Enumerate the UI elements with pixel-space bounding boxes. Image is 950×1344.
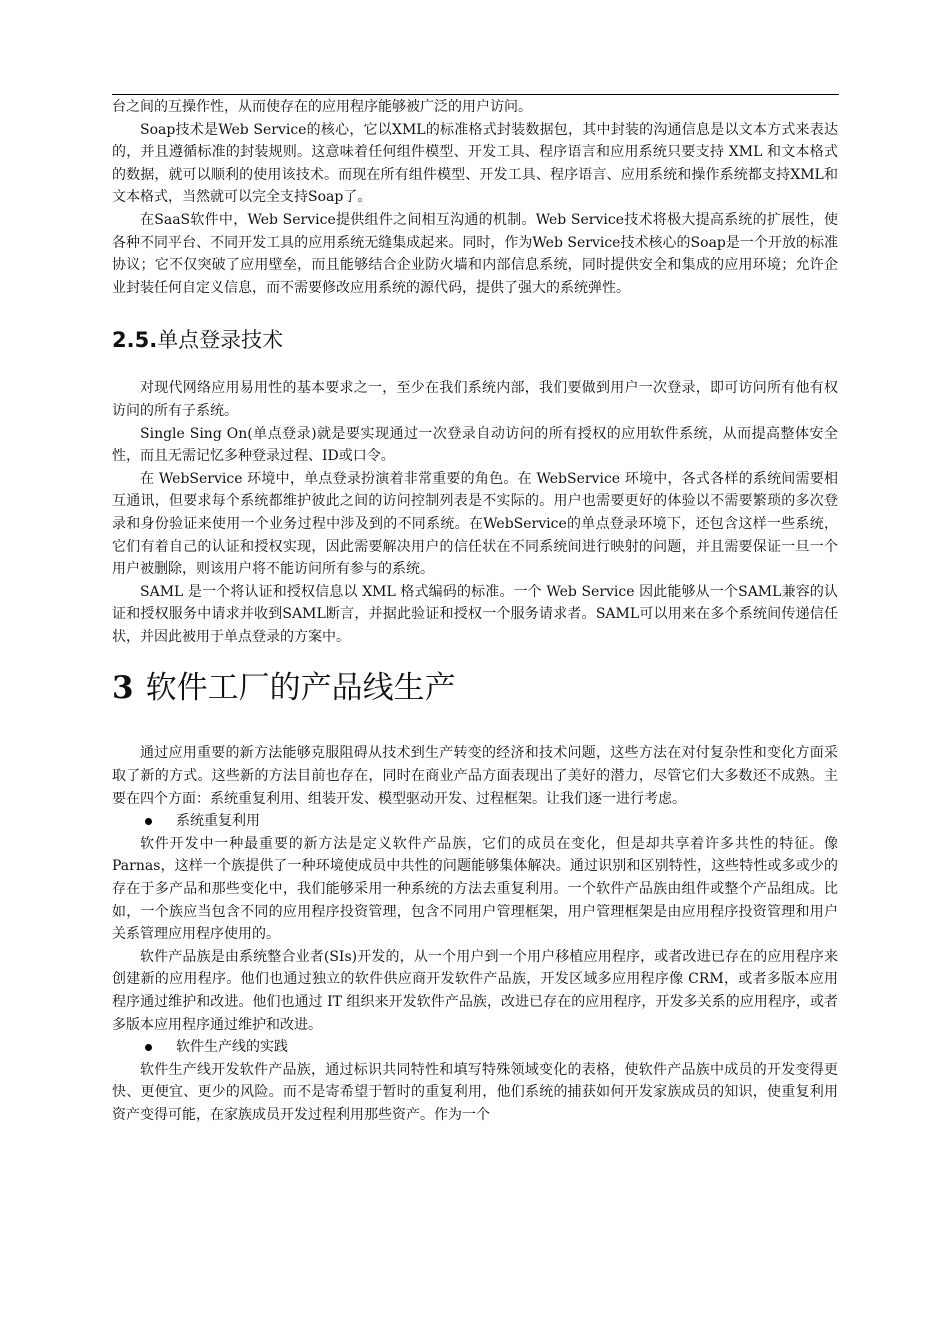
header-rule: [112, 94, 839, 95]
bullet-item-reuse: [112, 810, 838, 833]
section-title: 单点登录技术: [157, 328, 284, 353]
bullet-label: 系统重复利用: [176, 813, 260, 830]
bullet-label: 软件生产线的实践: [176, 1039, 288, 1056]
product-line-paragraph: 软件生产线开发软件产品族，通过标识共同特性和填写特殊领域变化的表格，使软件产品族中成员的开发变得更快、更便宜、更少的风险。而不是寄希望于暂时的重复利用，他们系统的捕获如何开发家族成员的知识，使重复利用资产变得可能，在家族成员开发过程利用那些资产。作为一个: [112, 1061, 838, 1123]
chapter-title: 软件工厂的产品线生产: [145, 670, 456, 707]
bullet-dot-icon: [145, 818, 152, 825]
sso-paragraph-2: Single Sing On(单点登录)就是要实现通过一次登录自动访问的所有授权的应用软件系统，从而提高整体安全性，而且无需记忆多种登录过程、ID或口令。: [112, 425, 838, 465]
chapter-heading-3: [112, 666, 838, 710]
chapter-number: 3: [112, 670, 134, 707]
section-number: 2.5.: [112, 328, 158, 353]
reuse-paragraph-1: 软件开发中一种最重要的新方法是定义软件产品族，它们的成员在变化，但是却共享着许多共性的特征。像 Parnas，这样一个族提供了一种环境使成员中共性的问题能够集体解决。通过识别和区别特性，这些特性或多或少的存在于多产品和那些变化中，我们能够采用一种系统的方法去重复利用。一个软件产品族由组件或整个产品组成。比如，一个族应当包含不同的应用程序投资管理，包含不同用户管理框架，用户管理框架是由应用程序投资管理和用户关系管理应用程序使用的。: [112, 835, 838, 943]
section-heading-2-5: [112, 325, 838, 355]
sso-paragraph-1: 对现代网络应用易用性的基本要求之一，至少在我们系统内部，我们要做到用户一次登录，即可访问所有他有权访问的所有子系统。: [112, 380, 838, 419]
continuation-paragraph: 台之间的互操作性，从而使存在的应用程序能够被广泛的用户访问。: [112, 99, 532, 115]
bullet-item-product-line: [112, 1036, 838, 1059]
saas-paragraph: 在SaaS软件中，Web Service提供组件之间相互沟通的机制。Web Service技术将极大提高系统的扩展性，使各种不同平台、不同开发工具的应用系统无缝集成起来。同时，作为Web Service技术核心的Soap是一个开放的标准协议；它不仅突破了应用壁垒，而且能够结合企业防火墙和内部信息系统，同时提供安全和集成的应用环境；允许企业封装任何自定义信息，而不需要修改应用系统的源代码，提供了强大的系统弹性。: [112, 211, 838, 296]
chapter-intro-paragraph: 通过应用重要的新方法能够克服阻碍从技术到生产转变的经济和技术问题，这些方法在对付复杂性和变化方面采取了新的方式。这些新的方法目前也存在，同时在商业产品方面表现出了美好的潜力，尽管它们大多数还不成熟。主要在四个方面：系统重复利用、组装开发、模型驱动开发、过程框架。让我们逐一进行考虑。: [112, 745, 838, 807]
page-content: [112, 96, 838, 1127]
reuse-paragraph-2: 软件产品族是由系统整合业者(SIs)开发的，从一个用户到一个用户移植应用程序，或者改进已存在的应用程序来创建新的应用程序。他们也通过独立的软件供应商开发软件产品族，开发区域多应用程序像 CRM，或者多版本应用程序通过维护和改进。他们也通过 IT 组织来开发软件产品族，改进已存在的应用程序，开发多关系的应用程序，或者多版本应用程序通过维护和改进。: [112, 948, 838, 1033]
soap-paragraph: Soap技术是Web Service的核心，它以XML的标准格式封装数据包，其中封装的沟通信息是以文本方式来表达的，并且遵循标准的封装规则。这意味着任何组件模型、开发工具、程序语言和应用系统只要支持 XML 和文本格式的数据，就可以顺利的使用该技术。而现在所有组件模型、开发工具、程序语言、应用系统和操作系统都支持XML和文本格式，当然就可以完全支持Soap了。: [112, 121, 838, 206]
bullet-dot-icon: [145, 1044, 152, 1051]
sso-paragraph-4: SAML 是一个将认证和授权信息以 XML 格式编码的标准。一个 Web Service 因此能够从一个SAML兼容的认证和授权服务中请求并收到SAML断言，并据此验证和授权一个服务请求者。SAML可以用来在多个系统间传递信任状，并因此被用于单点登录的方案中。: [112, 583, 838, 645]
sso-paragraph-3: 在 WebService 环境中，单点登录扮演着非常重要的角色。在 WebService 环境中，各式各样的系统间需要相互通讯，但要求每个系统都维护彼此之间的访问控制列表是不实际的。用户也需要更好的体验以不需要繁琐的多次登录和身份验证来使用一个业务过程中涉及到的不同系统。在WebService的单点登录环境下，还包含这样一些系统，它们有着自己的认证和授权实现，因此需要解决用户的信任状在不同系统间进行映射的问题，并且需要保证一旦一个用户被删除，则该用户将不能访问所有参与的系统。: [112, 470, 838, 578]
